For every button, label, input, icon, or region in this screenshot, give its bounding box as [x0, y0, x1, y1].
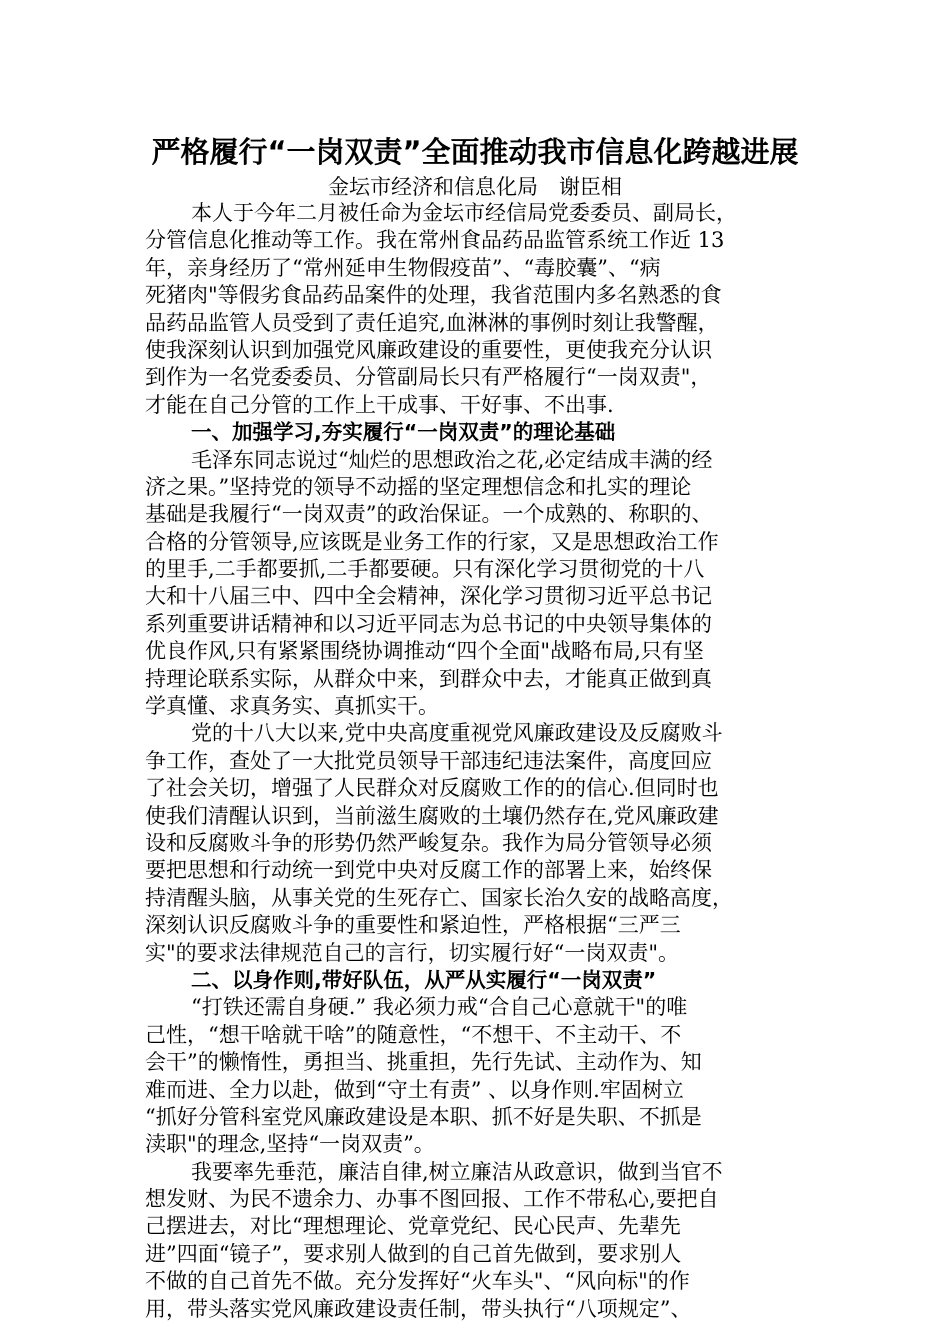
body-text-line: 才能在自己分管的工作上干成事、干好事、不出事.: [145, 392, 614, 417]
body-text-line: 用，带头落实党风廉政建设责任制，带头执行“八项规定”、: [145, 1296, 692, 1321]
document-body: [145, 200, 810, 1323]
body-text-line: 济之果。”坚持党的领导不动摇的坚定理想信念和扎实的理论: [145, 474, 692, 499]
body-text-line: 基础是我履行“一岗双责”的政治保证。一个成熟的、称职的、: [145, 502, 713, 527]
body-text-line: 毛泽东同志说过“灿烂的思想政治之花,必定结成丰满的经: [191, 447, 713, 472]
section-heading: 一、加强学习,夯实履行“一岗双责”的理论基础: [191, 420, 616, 445]
body-text-line: 了社会关切，增强了人民群众对反腐败工作的的信心.但同时也: [145, 776, 719, 801]
body-text-line: 的里手,二手都要抓,二手都要硬。只有深化学习贯彻党的十八: [145, 557, 705, 582]
author-byline: 金坛市经济和信息化局 谢臣相: [328, 175, 622, 199]
body-text-line: 想发财、为民不遗余力、办事不图回报、工作不带私心,要把自: [145, 1187, 719, 1212]
body-text-line: 进”四面“镜子”，要求别人做到的自己首先做到，要求别人: [145, 1241, 682, 1266]
body-text-line: 实"的要求法律规范自己的言行，切实履行好“一岗双责"。: [145, 940, 680, 965]
body-text-line: 会干”的懒惰性，勇担当、挑重担，先行先试、主动作为、知: [145, 1050, 702, 1075]
body-text-line: 使我深刻认识到加强党风廉政建设的重要性，更使我充分认识: [145, 337, 712, 362]
body-text-line: 持清醒头脑，从事关党的生死存亡、国家长治久安的战略高度，: [145, 885, 733, 910]
body-text-line: 渎职"的理念,坚持“一岗双责”。: [145, 1132, 435, 1157]
section-heading: 二、以身作则,带好队伍，从严从实履行“一岗双责”: [191, 967, 657, 992]
body-text-line: 己性，“想干啥就干啥”的随意性，“不想干、不主动干、不: [145, 1022, 682, 1047]
body-text-line: 分管信息化推动等工作。我在常州食品药品监管系统工作近 13: [145, 228, 725, 253]
body-text-line: 要把思想和行动统一到党中央对反腐工作的部署上来，始终保: [145, 858, 712, 883]
body-text-line: “抓好分管科室党风廉政建设是本职、抓不好是失职、不抓是: [145, 1104, 702, 1129]
body-text-line: 系列重要讲话精神和以习近平同志为总书记的中央领导集体的: [145, 611, 712, 636]
body-text-line: 持理论联系实际，从群众中来，到群众中去，才能真正做到真: [145, 666, 712, 691]
body-text-line: 难而进、全力以赴，做到“守土有责” 、以身作则.牢固树立: [145, 1077, 684, 1102]
body-text-line: 使我们清醒认识到，当前滋生腐败的土壤仍然存在,党风廉政建: [145, 803, 719, 828]
body-text-line: 年，亲身经历了“常州延申生物假疫苗”、“毒胶囊”、“病: [145, 255, 661, 280]
body-text-line: 死猪肉"等假劣食品药品案件的处理，我省范围内多名熟悉的食: [145, 283, 722, 308]
body-text-line: “打铁还需自身硬.” 我必须力戒“合自己心意就干"的唯: [191, 995, 688, 1020]
body-text-line: 设和反腐败斗争的形势仍然严峻复杂。我作为局分管领导必须: [145, 830, 712, 855]
body-text-line: 深刻认识反腐败斗争的重要性和紧迫性，严格根据“三严三: [145, 913, 681, 938]
body-text-line: 合格的分管领导,应该既是业务工作的行家，又是思想政治工作: [145, 529, 719, 554]
body-text-line: 优良作风,只有紧紧围绕协调推动“四个全面"战略布局,只有坚: [145, 639, 704, 664]
body-text-line: 我要率先垂范，廉洁自律,树立廉洁从政意识，做到当官不: [191, 1159, 723, 1184]
body-text-line: 学真懂、求真务实、真抓实干。: [145, 694, 439, 719]
body-text-line: 本人于今年二月被任命为金坛市经信局党委委员、副局长，: [191, 201, 737, 225]
body-text-line: 到作为一名党委委员、分管副局长只有严格履行“一岗双责"，: [145, 365, 712, 390]
body-text-line: 不做的自己首先不做。充分发挥好“火车头"、“风向标"的作: [145, 1269, 690, 1294]
body-text-line: 争工作，查处了一大批党员领导干部违纪违法案件，高度回应: [145, 748, 712, 773]
body-text-line: 品药品监管人员受到了责任追究,血淋淋的事例时刻让我警醒，: [145, 310, 719, 335]
body-text-line: 大和十八届三中、四中全会精神，深化学习贯彻习近平总书记: [145, 584, 712, 609]
body-text-line: 党的十八大以来,党中央高度重视党风廉政建设及反腐败斗: [191, 721, 723, 746]
document-title: 严格履行“一岗双责”全面推动我市信息化跨越进展: [151, 135, 799, 169]
body-text-line: 己摆进去，对比“理想理论、党章党纪、民心民声、先辈先: [145, 1214, 681, 1239]
